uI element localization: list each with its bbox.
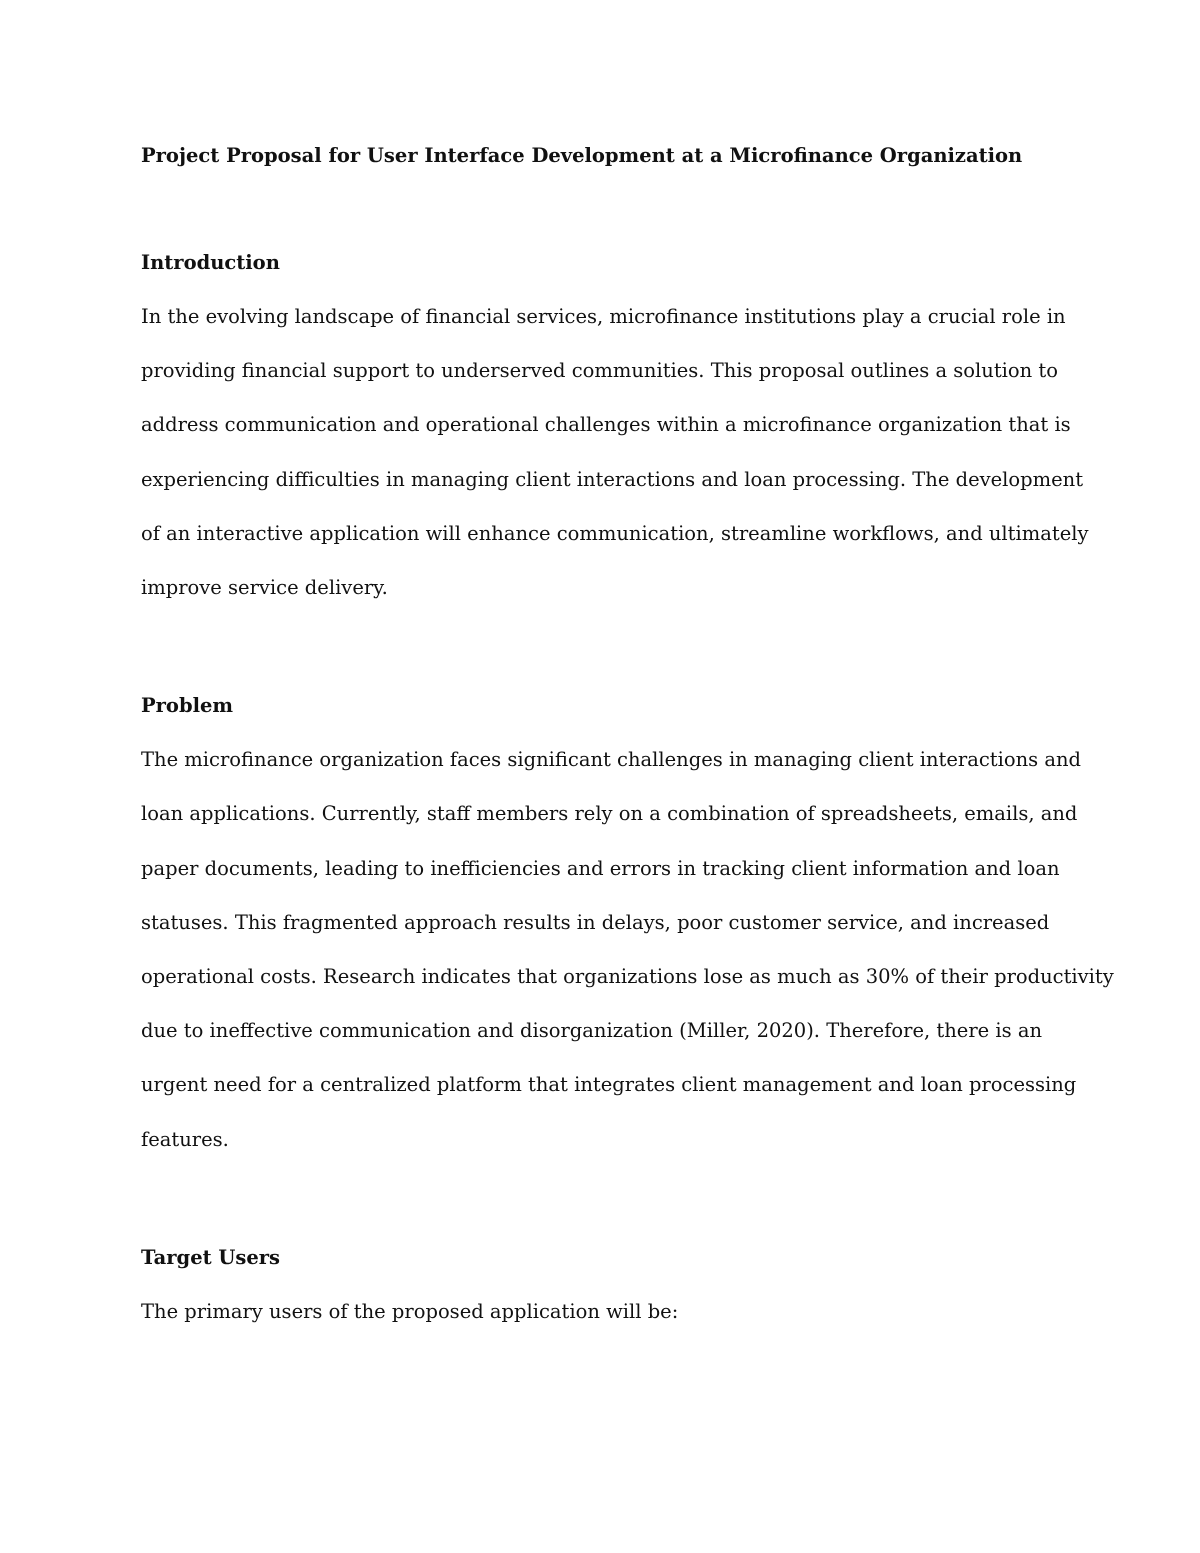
paragraph-line: In the evolving landscape of financial services, microfinance institutions play a crucial role in: [141, 305, 1066, 328]
section-heading-target-users: Target Users: [141, 1245, 281, 1269]
paragraph-line: statuses. This fragmented approach results in delays, poor customer service, and increased: [141, 910, 1050, 934]
paragraph-line: paper documents, leading to inefficiencies and errors in tracking client information and loan: [141, 856, 1060, 880]
document-body: [141, 140, 1114, 1339]
paragraph-line: The primary users of the proposed application will be:: [141, 1299, 679, 1323]
target-users-paragraph: [141, 1285, 1071, 1339]
paragraph-line: of an interactive application will enhance communication, streamline workflows, and ultimately: [141, 521, 1089, 545]
introduction-paragraph: [141, 290, 1089, 615]
paragraph-line: operational costs. Research indicates that organizations lose as much as 30% of their productivity: [141, 965, 1114, 989]
paragraph-line: due to ineffective communication and disorganization (Miller, 2020). Therefore, there is an: [141, 1019, 1043, 1043]
paragraph-line: experiencing difficulties in managing client interactions and loan processing. The development: [141, 467, 1084, 491]
problem-paragraph: [141, 733, 1114, 1167]
paragraph-line: urgent need for a centralized platform that integrates client management and loan processing: [141, 1073, 1077, 1097]
section-heading-introduction: Introduction: [141, 251, 280, 274]
paragraph-line: address communication and operational challenges within a microfinance organization that is: [141, 413, 1071, 437]
document-title: Project Proposal for User Interface Development at a Microfinance Organization: [141, 144, 1023, 167]
section-heading-problem: Problem: [141, 694, 234, 718]
paragraph-line: improve service delivery.: [141, 576, 388, 600]
paragraph-line: The microfinance organization faces significant challenges in managing client interactions and: [141, 748, 1082, 772]
paragraph-line: loan applications. Currently, staff members rely on a combination of spreadsheets, emails, and: [141, 802, 1078, 826]
paragraph-line: features.: [141, 1127, 229, 1151]
paragraph-line: providing financial support to underserved communities. This proposal outlines a solution to: [141, 359, 1058, 383]
